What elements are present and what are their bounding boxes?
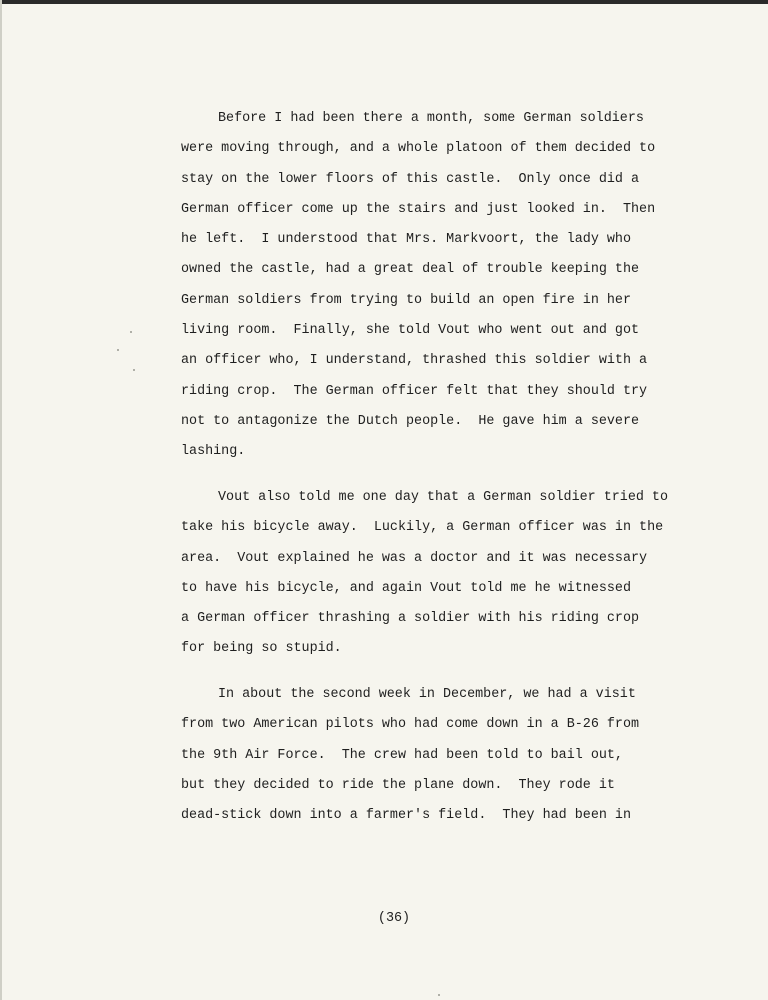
text-line: take his bicycle away. Luckily, a German officer was in the: [181, 520, 664, 536]
text-line: to have his bicycle, and again Vout told me he witnessed: [181, 580, 631, 596]
text-line: for being so stupid.: [181, 641, 342, 657]
page-number: (36): [377, 911, 411, 926]
text-line: Before I had been there a month, some German soldiers: [218, 111, 644, 126]
text-line: area. Vout explained he was a doctor and it was necessary: [181, 550, 648, 566]
scan-speck: [117, 349, 119, 351]
text-line: dead-stick down into a farmer's field. They had been in: [181, 808, 631, 824]
scan-speck: [133, 369, 135, 371]
text-line: Vout also told me one day that a German soldier tried to: [218, 490, 668, 505]
paragraph-1: [181, 104, 661, 468]
text-line: an officer who, I understand, thrashed this soldier with a: [181, 353, 648, 369]
text-line: he left. I understood that Mrs. Markvoort, the lady who: [181, 232, 631, 248]
text-line: living room. Finally, she told Vout who went out and got: [181, 323, 640, 339]
scan-speck: [438, 994, 440, 996]
text-line: owned the castle, had a great deal of trouble keeping the: [181, 262, 640, 278]
text-line: the 9th Air Force. The crew had been told to bail out,: [181, 747, 623, 763]
text-line: In about the second week in December, we had a visit: [218, 687, 636, 702]
text-line: riding crop. The German officer felt that they should try: [181, 383, 648, 399]
paragraph-3: [181, 680, 661, 831]
text-line: from two American pilots who had come down in a B-26 from: [181, 717, 640, 733]
text-line: not to antagonize the Dutch people. He gave him a severe: [181, 413, 640, 429]
text-line: German soldiers from trying to build an open fire in her: [181, 292, 631, 308]
text-line: lashing.: [181, 444, 246, 460]
text-line: were moving through, and a whole platoon of them decided to: [181, 141, 656, 157]
paragraph-2: [181, 483, 668, 665]
text-line: but they decided to ride the plane down. They rode it: [181, 777, 615, 793]
text-line: a German officer thrashing a soldier with his riding crop: [181, 611, 640, 627]
text-line: German officer come up the stairs and just looked in. Then: [181, 201, 656, 217]
scan-speck: [130, 331, 132, 333]
text-line: stay on the lower floors of this castle. Only once did a: [181, 171, 640, 187]
